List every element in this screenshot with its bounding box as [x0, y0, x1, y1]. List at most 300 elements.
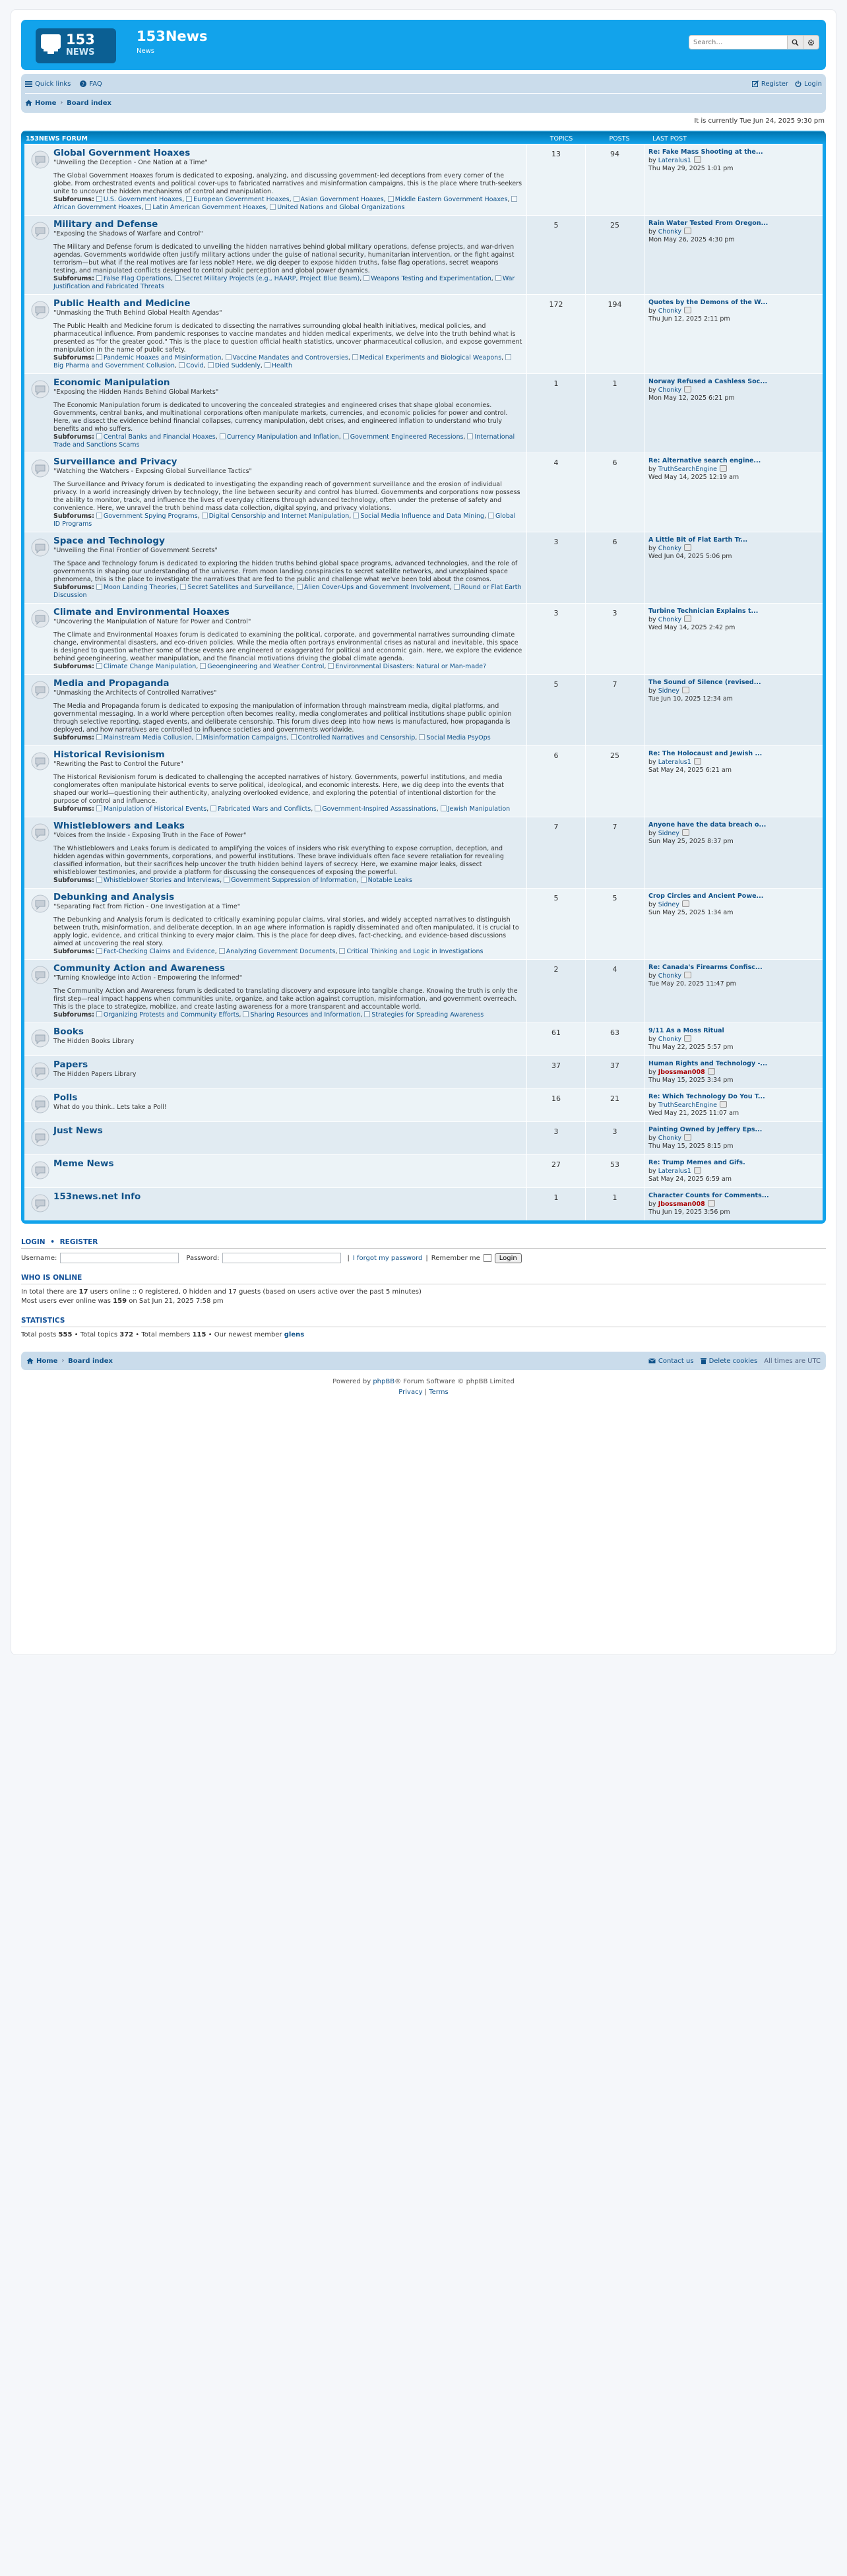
subforum-link[interactable]: Secret Military Projects (e.g., HAARP, Project Blue Beam): [173, 275, 360, 282]
forum-title-link[interactable]: Whistleblowers and Leaks: [53, 821, 185, 831]
forum-topics-count: 172: [526, 295, 585, 373]
last-post-author-link[interactable]: Lateralus1: [658, 759, 691, 766]
last-post-title-link[interactable]: Rain Water Tested From Oregon...: [648, 220, 769, 227]
forum-topics-count: 5: [526, 675, 585, 745]
subforum-link[interactable]: Currency Manipulation and Inflation: [218, 433, 339, 441]
view-latest-post-icon[interactable]: [682, 829, 689, 836]
subforum-link[interactable]: Jewish Manipulation: [439, 805, 510, 813]
subforum-link[interactable]: Died Suddenly: [206, 362, 261, 369]
last-post-author-link[interactable]: Chonky: [658, 1036, 681, 1043]
site-logo[interactable]: [34, 26, 121, 65]
subforum-link[interactable]: War Justification and Fabricated Threats: [53, 275, 515, 290]
power-icon: [795, 80, 801, 87]
subforum-link[interactable]: Social Media Influence and Data Mining: [351, 513, 484, 520]
forum-title-link[interactable]: Climate and Environmental Hoaxes: [53, 607, 230, 617]
forum-description: The Space and Technology forum is dedicated to exploring the hidden truths behind global space programs, advanced technologies, and the role of governments in shaping our understanding of the universe. From moon landing conspiracies to secret satellite networks, and unexplained space phenomena, this is the place to investigate the narratives that are fed to the public and challenge what we've been told about the cosmos.: [53, 560, 518, 583]
subforum-link[interactable]: Vaccine Mandates and Controversies: [224, 354, 348, 361]
view-latest-post-icon[interactable]: [682, 900, 689, 907]
last-post-author-link[interactable]: Chonky: [658, 545, 681, 552]
subforum-link[interactable]: United Nations and Global Organizations: [268, 204, 404, 211]
privacy-link[interactable]: Privacy: [398, 1389, 423, 1396]
subforum-link[interactable]: Analyzing Government Documents: [217, 948, 336, 955]
forum-read-icon: [27, 1092, 53, 1118]
subforum-link[interactable]: Health: [263, 362, 292, 369]
by-label: by: [648, 466, 656, 473]
last-post-info: [644, 216, 823, 294]
forum-topics-count: 3: [526, 1122, 585, 1154]
subforums-label: Subforums:: [53, 354, 94, 361]
trash-icon: [701, 1358, 706, 1364]
by-label: by: [648, 1102, 656, 1109]
forum-row: [24, 1187, 823, 1220]
copyright: [21, 1377, 826, 1398]
username-label: Username:: [21, 1254, 57, 1262]
forum-title-link[interactable]: Historical Revisionism: [53, 749, 165, 760]
last-post-author-link[interactable]: Sidney: [658, 687, 679, 695]
forum-tagline: "Turning Knowledge into Action - Empowering the Informed": [53, 974, 243, 982]
forum-description: The Climate and Environmental Hoaxes forum is dedicated to examining the political, corporate, and governmental narratives surrounding climate change, environmental disasters, and eco-driven policies. While the media often portrays environmental crises as natural and inevitable, this space is designed to question whether some of these events are engineered or exaggerated for political and economic gain. Here, we explore the evidence behind geoengineering, weather manipulation, and the financial motivations driving the global climate agenda.: [53, 631, 522, 662]
subforum-link[interactable]: Government Engineered Recessions: [341, 433, 464, 441]
last-post-date: Mon May 26, 2025 4:30 pm: [648, 236, 735, 243]
last-post-author-link[interactable]: Sidney: [658, 830, 679, 837]
username-input[interactable]: [60, 1253, 179, 1263]
forum-title-link[interactable]: 153news.net Info: [53, 1191, 141, 1202]
faq-label: FAQ: [89, 80, 102, 88]
forum-row: [24, 817, 823, 888]
subforum-link[interactable]: Fact-Checking Claims and Evidence: [94, 948, 215, 955]
forum-title-link[interactable]: Just News: [53, 1125, 103, 1136]
register-link[interactable]: [752, 80, 788, 88]
forum-list: [24, 144, 823, 1220]
last-post-author-link[interactable]: Chonky: [658, 1135, 681, 1142]
forum-tagline: The Hidden Papers Library: [53, 1071, 137, 1078]
subforum-link[interactable]: Latin American Government Hoaxes: [143, 204, 266, 211]
copyright-separator: |: [424, 1389, 427, 1396]
subforum-link[interactable]: Fabricated Wars and Conflicts: [208, 805, 311, 813]
view-latest-post-icon[interactable]: [684, 228, 691, 234]
forum-description: The Public Health and Medicine forum is dedicated to dissecting the narratives surrounding global health initiatives, medical policies, and pharmaceutical influence. From pandemic responses to vaccine mandates and hidden medical experiments, we delve into the truth behind what is presented as "for the greater good." This is the place to question official health statistics, uncover pharmaceutical collusion, and expose government manipulation in the name of public safety.: [53, 323, 522, 354]
view-latest-post-icon[interactable]: [684, 1134, 691, 1141]
last-post-info: [644, 453, 823, 532]
forum-topics-count: 7: [526, 817, 585, 888]
subforum-link[interactable]: African Government Hoaxes: [53, 196, 518, 211]
powered-pre: Powered by: [332, 1378, 373, 1385]
forum-topics-count: 6: [526, 746, 585, 817]
last-post-date: Thu May 15, 2025 8:15 pm: [648, 1143, 734, 1150]
forum-table-header: [24, 133, 823, 144]
subforum-link[interactable]: Central Banks and Financial Hoaxes: [94, 433, 216, 441]
quick-links-menu[interactable]: [25, 80, 71, 88]
last-post-info: [644, 295, 823, 373]
subforum-link[interactable]: Organizing Protests and Community Efforts: [94, 1011, 239, 1019]
subforums-list: Subforums: Organizing Protests and Community Efforts, Sharing Resources and Information, Strategies for Spreading Awareness: [53, 1011, 484, 1019]
logo-number: 153: [66, 32, 95, 47]
subforums-label: Subforums:: [53, 877, 94, 884]
forum-title-link[interactable]: Military and Defense: [53, 219, 158, 230]
header-posts: POSTS: [609, 135, 630, 142]
subforum-link[interactable]: Medical Experiments and Biological Weapons: [350, 354, 501, 361]
register-heading-link[interactable]: REGISTER: [59, 1238, 98, 1246]
last-post-date: Sun May 25, 2025 8:37 pm: [648, 838, 734, 845]
footer-board-index-link[interactable]: Board index: [68, 1357, 113, 1365]
forum-title-link[interactable]: Polls: [53, 1092, 78, 1103]
subforum-link[interactable]: Middle Eastern Government Hoaxes: [386, 196, 508, 203]
forum-title-link[interactable]: Public Health and Medicine: [53, 298, 191, 309]
password-label: Password:: [186, 1254, 220, 1262]
last-post-date: Tue Jun 10, 2025 12:34 am: [648, 695, 733, 703]
forum-posts-count: 63: [585, 1023, 644, 1055]
forum-title-link[interactable]: Global Government Hoaxes: [53, 148, 191, 158]
last-post-date: Tue May 20, 2025 11:47 pm: [648, 980, 736, 988]
subforums-list: Subforums: Government Spying Programs, Digital Censorship and Internet Manipulation, Social Media Influence and Data Mining, Global ID Programs: [53, 513, 516, 528]
subforum-link[interactable]: False Flag Operations: [94, 275, 171, 282]
last-post-info: [644, 144, 823, 215]
subforums-label: Subforums:: [53, 275, 94, 282]
view-latest-post-icon[interactable]: [708, 1200, 715, 1207]
remember-me-label: Remember me: [431, 1254, 480, 1262]
subforum-link[interactable]: Covid: [177, 362, 204, 369]
online-total: 17: [78, 1288, 88, 1296]
subforums-list: Subforums: Central Banks and Financial Hoaxes, Currency Manipulation and Inflation, Government Engineered Recessions, International Trade and Sanctions Scams: [53, 433, 515, 449]
last-post-title-link[interactable]: Character Counts for Comments...: [648, 1192, 769, 1199]
forum-title-link[interactable]: Space and Technology: [53, 536, 165, 546]
home-icon: [25, 100, 32, 106]
last-post-title-link[interactable]: Re: Canada's Firearms Confisc...: [648, 964, 763, 971]
view-latest-post-icon[interactable]: [720, 1101, 727, 1108]
who-online-heading: WHO IS ONLINE: [21, 1274, 826, 1284]
view-latest-post-icon[interactable]: [694, 758, 701, 765]
search-input[interactable]: [689, 35, 788, 49]
subforum-link[interactable]: Notable Leaks: [359, 877, 412, 884]
forum-title-link[interactable]: Surveillance and Privacy: [53, 456, 177, 467]
login-heading-link[interactable]: LOGIN: [21, 1238, 46, 1246]
page-wrap: [11, 9, 836, 1655]
last-post-title-link[interactable]: Anyone have the data breach o...: [648, 821, 767, 829]
password-input[interactable]: [222, 1253, 341, 1263]
subforum-link[interactable]: European Government Hoaxes: [184, 196, 289, 203]
subforum-link[interactable]: Environmental Disasters: Natural or Man-made?: [326, 663, 486, 670]
forum-tagline: "Rewriting the Past to Control the Future": [53, 761, 183, 768]
last-post-author-link[interactable]: Chonky: [658, 387, 681, 394]
subforum-link[interactable]: Government Suppression of Information: [222, 877, 356, 884]
forum-topics-count: 1: [526, 374, 585, 453]
subforum-link[interactable]: Government-Inspired Assassinations: [313, 805, 436, 813]
last-post-author-link[interactable]: Lateralus1: [658, 157, 691, 164]
last-post-author-link[interactable]: Jbossman008: [658, 1069, 705, 1076]
by-label: by: [648, 307, 656, 315]
timezone-info: All times are UTC: [764, 1357, 821, 1365]
search-button[interactable]: [788, 35, 803, 49]
navbar: [21, 74, 826, 113]
last-post-title-link[interactable]: Norway Refused a Cashless Soc...: [648, 378, 768, 385]
view-latest-post-icon[interactable]: [720, 465, 727, 472]
subforum-link[interactable]: Big Pharma and Government Collusion: [53, 354, 513, 369]
subforums-list: Subforums: Pandemic Hoaxes and Misinformation, Vaccine Mandates and Controversies, Medical Experiments and Biological Weapons,Big Pharma and Government Collusion, Covid, Died Suddenly, Health: [53, 354, 522, 370]
stat-total-posts: 555: [58, 1331, 73, 1338]
breadcrumb-board-index[interactable]: Board index: [67, 99, 111, 107]
last-post-info: [644, 374, 823, 453]
forgot-password-link[interactable]: I forgot my password: [352, 1254, 423, 1262]
subforum-link[interactable]: Round or Flat Earth Discussion: [53, 584, 522, 599]
most-online-count: 159: [113, 1298, 127, 1305]
subforum-link[interactable]: Social Media PsyOps: [417, 734, 490, 741]
last-post-author-link[interactable]: Jbossman008: [658, 1201, 705, 1208]
last-post-title-link[interactable]: Re: Alternative search engine...: [648, 457, 761, 464]
forum-posts-count: 7: [585, 675, 644, 745]
forum-row: [24, 603, 823, 674]
who-online-mid: users online :: 0 registered, 0 hidden and 17 guests (based on users active over the past 5 minutes): [88, 1288, 422, 1296]
forum-tagline: "Watching the Watchers - Exposing Global Surveillance Tactics": [53, 468, 252, 475]
by-label: by: [648, 228, 656, 236]
header-forum[interactable]: 153NEWS FORUM: [26, 135, 88, 142]
forum-description: The Media and Propaganda forum is dedicated to exposing the manipulation of information through mainstream media, digital platforms, and governmental messaging. In a world where perception often becomes reality, media conglomerates and political institutions shape public opinion through selective reporting, staged events, and deliberate censorship. This forum dives deep into how news is manufactured, how propaganda is deployed, and how narratives are controlled to influence societies and governments worldwide.: [53, 703, 512, 734]
last-post-title-link[interactable]: A Little Bit of Flat Earth Tr...: [648, 536, 748, 544]
by-label: by: [648, 1036, 656, 1043]
contact-us-label: Contact us: [658, 1357, 694, 1365]
subforums-label: Subforums:: [53, 805, 94, 813]
by-label: by: [648, 157, 656, 164]
forum-topics-count: 5: [526, 889, 585, 959]
forum-row: [24, 532, 823, 603]
last-post-title-link[interactable]: The Sound of Silence (revised...: [648, 679, 761, 686]
login-label: Login: [804, 80, 822, 88]
login-link[interactable]: [795, 80, 822, 88]
last-post-date: Wed May 14, 2025 2:42 pm: [648, 624, 736, 631]
by-label: by: [648, 545, 656, 552]
last-post-info: [644, 675, 823, 745]
view-latest-post-icon[interactable]: [684, 307, 691, 313]
forum-row: [24, 1088, 823, 1121]
subforums-label: Subforums:: [53, 513, 94, 520]
view-latest-post-icon[interactable]: [694, 156, 701, 163]
forum-read-icon: [27, 607, 53, 671]
login-button[interactable]: Login: [495, 1253, 522, 1263]
last-post-author-link[interactable]: TruthSearchEngine: [658, 466, 717, 473]
forum-description: The Community Action and Awareness forum is dedicated to translating discovery and exposure into tangible change. Knowing the truth is only the first step—real impact happens when communities unite, organize, and take action against corruption, misinformation, and government overreach. This is the place to strategize, mobilize, and create lasting awareness for a more transparent and accountable world.: [53, 988, 518, 1011]
stat-pre4: • Our newest member: [206, 1331, 284, 1338]
subforum-link[interactable]: International Trade and Sanctions Scams: [53, 433, 515, 449]
view-latest-post-icon[interactable]: [684, 615, 691, 622]
newest-member-link[interactable]: glens: [284, 1331, 305, 1338]
forum-row: [24, 453, 823, 532]
last-post-author-link[interactable]: Chonky: [658, 972, 681, 980]
subforum-link[interactable]: Geoengineering and Weather Control: [198, 663, 324, 670]
last-post-author-link[interactable]: Sidney: [658, 901, 679, 908]
forum-title-link[interactable]: Meme News: [53, 1158, 114, 1169]
last-post-author-link[interactable]: Lateralus1: [658, 1168, 691, 1175]
forum-title-link[interactable]: Debunking and Analysis: [53, 892, 175, 902]
subforum-link[interactable]: Misinformation Campaigns: [194, 734, 287, 741]
forum-topics-count: 13: [526, 144, 585, 215]
forum-posts-count: 7: [585, 817, 644, 888]
delete-cookies-link[interactable]: [701, 1358, 758, 1365]
faq-link[interactable]: [80, 80, 102, 88]
footer-home-link[interactable]: Home: [36, 1357, 58, 1365]
last-post-info: [644, 817, 823, 888]
subforum-link[interactable]: Weapons Testing and Experimentation: [361, 275, 491, 282]
home-icon: [26, 1358, 34, 1364]
site-title[interactable]: 153News: [137, 28, 208, 44]
terms-link[interactable]: Terms: [429, 1389, 449, 1396]
forum-description: The Surveillance and Privacy forum is dedicated to investigating the expanding reach of government surveillance and the erosion of individual privacy. In a world increasingly driven by technology, the line between security and control has blurred. Governments and corporations now possess the ability to monitor, track, and influence the lives of everyday citizens through advanced technology, often under the pretense of safety and convenience. Here, we unravel the truth behind mass data collection, digital spying, and privacy violations.: [53, 481, 520, 512]
login-heading: [21, 1238, 826, 1249]
subforum-link[interactable]: Mainstream Media Collusion: [94, 734, 192, 741]
subforum-link[interactable]: Asian Government Hoaxes: [292, 196, 384, 203]
view-latest-post-icon[interactable]: [708, 1068, 715, 1075]
forum-read-icon: [27, 821, 53, 885]
forum-description: The Economic Manipulation forum is dedicated to uncovering the concealed strategies and engineered crises that shape global economies. Governments, central banks, and multinational corporations often manipulate markets, currencies, and economic policies for power and control. Here, we dissect the evidence behind financial collapses, currency manipulation, debt crises, and engineered inflation to understand who truly benefits and who suffers.: [53, 402, 508, 433]
forum-read-icon: [27, 377, 53, 449]
subforum-link[interactable]: Moon Landing Theories: [94, 584, 177, 591]
breadcrumb-separator-icon: ›: [60, 100, 63, 106]
forum-read-icon: [27, 963, 53, 1019]
forum-posts-count: 6: [585, 532, 644, 603]
last-post-info: [644, 604, 823, 674]
forum-tagline: "Exposing the Shadows of Warfare and Control": [53, 230, 203, 237]
forum-tagline: "Separating Fact from Fiction - One Investigation at a Time": [53, 903, 241, 910]
forum-tagline: "Exposing the Hidden Hands Behind Global Markets": [53, 389, 219, 396]
last-post-info: [644, 1155, 823, 1187]
forum-title-link[interactable]: Economic Manipulation: [53, 377, 170, 388]
register-label: Register: [761, 80, 789, 88]
last-post-info: [644, 1188, 823, 1220]
forum-posts-count: 25: [585, 746, 644, 817]
quick-login-form: Username: Password: | I forgot my password | Remember me Login: [21, 1249, 826, 1263]
last-post-author-link[interactable]: TruthSearchEngine: [658, 1102, 717, 1109]
forum-title-link[interactable]: Media and Propaganda: [53, 678, 170, 689]
last-post-info: [644, 746, 823, 817]
last-post-title-link[interactable]: 9/11 As a Moss Ritual: [648, 1027, 724, 1034]
forum-title-link[interactable]: Papers: [53, 1059, 88, 1070]
subforum-link[interactable]: U.S. Government Hoaxes: [94, 196, 182, 203]
subforum-link[interactable]: Climate Change Manipulation: [94, 663, 196, 670]
stat-pre2: • Total topics: [72, 1331, 120, 1338]
last-post-info: [644, 1023, 823, 1055]
subforum-link[interactable]: Global ID Programs: [53, 513, 516, 528]
contact-us-link[interactable]: [648, 1358, 694, 1365]
forum-title-link[interactable]: Community Action and Awareness: [53, 963, 226, 974]
subforum-link[interactable]: Manipulation of Historical Events: [94, 805, 206, 813]
view-latest-post-icon[interactable]: [682, 687, 689, 693]
gear-icon: [807, 39, 815, 46]
forum-row: [24, 1055, 823, 1088]
last-post-title-link[interactable]: Re: Fake Mass Shooting at the...: [648, 148, 763, 156]
subforum-link[interactable]: Controlled Narratives and Censorship: [289, 734, 416, 741]
footer-navbar: [21, 1352, 826, 1370]
forum-read-icon: [27, 1026, 53, 1052]
forum-read-icon: [27, 148, 53, 212]
forum-tagline: "Uncovering the Manipulation of Nature for Power and Control": [53, 618, 251, 625]
last-post-date: Thu May 29, 2025 1:01 pm: [648, 165, 734, 172]
forum-read-icon: [27, 536, 53, 600]
subforums-list: Subforums: Whistleblower Stories and Interviews, Government Suppression of Information, Notable Leaks: [53, 877, 412, 884]
forum-row: [24, 1121, 823, 1154]
view-latest-post-icon[interactable]: [694, 1167, 701, 1174]
last-post-info: [644, 960, 823, 1022]
forum-tagline: What do you think.. Lets take a Poll!: [53, 1104, 167, 1111]
last-post-date: Sat May 24, 2025 6:59 am: [648, 1176, 732, 1183]
subforums-label: Subforums:: [53, 433, 94, 441]
subforum-link[interactable]: Secret Satellites and Surveillance: [178, 584, 292, 591]
by-label: by: [648, 1201, 656, 1208]
subforum-link[interactable]: Whistleblower Stories and Interviews: [94, 877, 220, 884]
header-topics: TOPICS: [549, 135, 573, 142]
login-heading-separator: •: [50, 1238, 55, 1246]
subforum-link[interactable]: Sharing Resources and Information: [241, 1011, 360, 1019]
last-post-author-link[interactable]: Chonky: [658, 307, 681, 315]
subforums-list: Subforums: Moon Landing Theories, Secret Satellites and Surveillance, Alien Cover-Ups and Government Involvement, Round or Flat Earth Discussion: [53, 584, 522, 599]
forum-description: The Historical Revisionism forum is dedicated to challenging the accepted narratives of history. Governments, powerful institutions, and media conglomerates often manipulate historical events to serve political, ideological, and economic interests. Here, we dig deep into the events that shaped our world—questioning their authenticity, analyzing overlooked evidence, and exploring the potential of intentional distortion for the purpose of control and influence.: [53, 774, 504, 805]
forum-read-icon: [27, 892, 53, 956]
forum-topics-count: 5: [526, 216, 585, 294]
remember-me-checkbox[interactable]: [484, 1254, 491, 1262]
forum-row: [24, 745, 823, 817]
forum-tagline: The Hidden Books Library: [53, 1038, 135, 1045]
view-latest-post-icon[interactable]: [684, 972, 691, 978]
last-post-date: Wed May 21, 2025 11:07 am: [648, 1110, 739, 1117]
delete-cookies-label: Delete cookies: [708, 1357, 758, 1365]
subforums-label: Subforums:: [53, 1011, 94, 1019]
last-post-title-link[interactable]: Re: Which Technology Do You T...: [648, 1093, 765, 1100]
subforums-list: Subforums: Climate Change Manipulation, Geoengineering and Weather Control, Environmental Disasters: Natural or Man-made?: [53, 663, 487, 670]
last-post-author-link[interactable]: Chonky: [658, 228, 681, 236]
by-label: by: [648, 1069, 656, 1076]
breadcrumb-home[interactable]: Home: [35, 99, 57, 107]
last-post-title-link[interactable]: Re: Trump Memes and Gifs.: [648, 1159, 745, 1166]
subforum-link[interactable]: Government Spying Programs: [94, 513, 198, 520]
last-post-info: [644, 1122, 823, 1154]
forum-posts-count: 6: [585, 453, 644, 532]
last-post-title-link[interactable]: Painting Owned by Jeffery Eps...: [648, 1126, 763, 1133]
forum-tagline: "Unmasking the Architects of Controlled Narratives": [53, 689, 217, 697]
last-post-title-link[interactable]: Quotes by the Demons of the W...: [648, 299, 768, 306]
last-post-title-link[interactable]: Human Rights and Technology -...: [648, 1060, 768, 1067]
envelope-icon: [648, 1358, 656, 1364]
view-latest-post-icon[interactable]: [684, 386, 691, 393]
forum-posts-count: 53: [585, 1155, 644, 1187]
last-post-author-link[interactable]: Chonky: [658, 616, 681, 623]
pencil-square-icon: [752, 80, 759, 87]
last-post-date: Sat May 24, 2025 6:21 am: [648, 767, 732, 774]
question-circle-icon: [80, 80, 86, 87]
view-latest-post-icon[interactable]: [684, 544, 691, 551]
last-post-title-link[interactable]: Crop Circles and Ancient Powe...: [648, 893, 764, 900]
forum-topics-count: 3: [526, 532, 585, 603]
forum-title-link[interactable]: Books: [53, 1026, 84, 1037]
forum-posts-count: 194: [585, 295, 644, 373]
subforum-link[interactable]: Pandemic Hoaxes and Misinformation: [94, 354, 222, 361]
header-last-post: LAST POST: [652, 135, 687, 142]
view-latest-post-icon[interactable]: [684, 1035, 691, 1042]
subforum-link[interactable]: Alien Cover-Ups and Government Involvement: [295, 584, 450, 591]
subforum-link[interactable]: Critical Thinking and Logic in Investigations: [337, 948, 483, 955]
phpbb-link[interactable]: phpBB: [373, 1378, 395, 1385]
advanced-search-button[interactable]: [803, 35, 819, 49]
statistics-text: [21, 1331, 826, 1340]
subforum-link[interactable]: Digital Censorship and Internet Manipulation: [200, 513, 350, 520]
forum-posts-count: 4: [585, 960, 644, 1022]
forum-row: [24, 144, 823, 215]
last-post-title-link[interactable]: Turbine Technician Explains t...: [648, 608, 759, 615]
forum-row: [24, 888, 823, 959]
subforum-link[interactable]: Strategies for Spreading Awareness: [362, 1011, 484, 1019]
last-post-info: [644, 532, 823, 603]
last-post-title-link[interactable]: Re: The Holocaust and Jewish ...: [648, 750, 763, 757]
forum-read-icon: [27, 456, 53, 528]
forum-row: [24, 215, 823, 294]
forum-posts-count: 1: [585, 374, 644, 453]
forum-topics-count: 27: [526, 1155, 585, 1187]
